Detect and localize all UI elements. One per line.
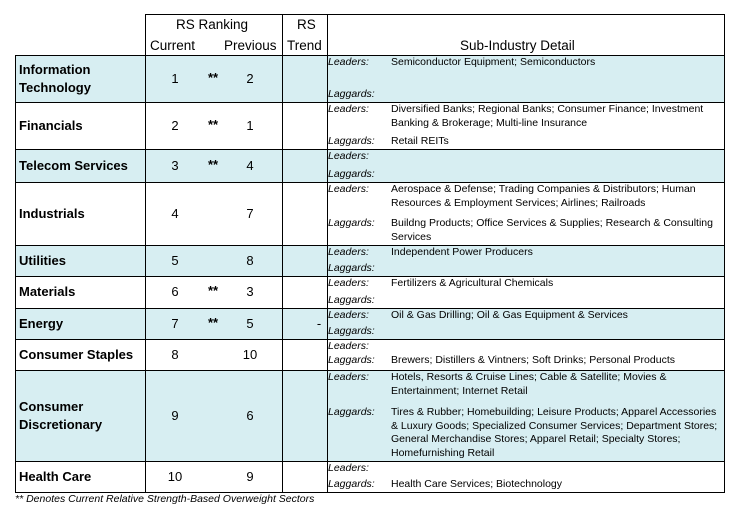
previous-rank: 7 [246,205,254,221]
laggards-label: Laggards: [328,353,375,366]
current-rank: 4 [171,205,179,221]
grid-line [282,14,283,492]
current-rank: 10 [167,468,183,484]
laggards-detail: Tires & Rubber; Homebuilding; Leisure Products; Apparel Accessories & Luxury Goods; Specialized Consumer Services; Department Stores; General Merchandise Stores; Apparel Retail; Specialty Stores; Homefurnishing Retail [391,406,718,459]
leaders-detail: Diversified Banks; Regional Banks; Consumer Finance; Investment Banking & Brokerage; Multi-line Insurance [391,103,704,129]
grid-line [15,276,725,277]
overweight-marker: ** [207,283,219,298]
grid-line [15,102,725,103]
grid-line [15,149,725,150]
header-rs-trend-line1: RS [297,17,316,32]
leaders-detail: Independent Power Producers [391,246,533,258]
table-row [15,339,724,370]
grid-line [145,14,725,15]
leaders-label: Leaders: [328,246,369,258]
laggards-label: Laggards: [328,217,375,229]
leaders-label: Leaders: [328,103,369,115]
sector-name: Information Technology [19,61,91,95]
laggards-detail: Health Care Services; Biotechnology [391,477,563,490]
overweight-marker: ** [207,156,219,172]
sector-name: Energy [19,315,64,331]
grid-line [145,14,146,492]
sector-name: Financials [19,117,83,133]
previous-rank: 8 [246,252,254,268]
grid-line [15,245,725,246]
sector-name: Health Care [19,468,92,484]
grid-line [15,492,725,493]
header-rs-ranking: RS Ranking [176,17,249,32]
leaders-detail: Semiconductor Equipment; Semiconductors [391,56,596,68]
current-rank: 3 [171,157,179,173]
grid-line [15,308,725,309]
grid-line [15,182,725,183]
current-rank: 9 [171,407,179,423]
rs-trend: - [316,315,322,331]
table-row [15,461,724,492]
overweight-marker: ** [207,69,219,85]
sector-name: Telecom Services [19,157,128,173]
sector-name: Industrials [19,205,85,221]
grid-line [15,370,725,371]
table-row [15,308,724,339]
previous-rank: 1 [246,117,254,133]
current-rank: 6 [171,284,179,299]
grid-line [724,14,725,492]
previous-rank: 10 [242,346,258,362]
leaders-label: Leaders: [328,462,369,474]
laggards-label: Laggards: [328,261,375,274]
laggards-detail: Buildng Products; Office Services & Supplies; Research & Consulting Services [391,217,713,243]
current-rank: 7 [171,315,179,331]
grid-line [327,14,328,492]
footnote: ** Denotes Current Relative Strength-Based Overweight Sectors [15,493,315,505]
table-row [15,102,724,149]
sector-name: Materials [19,284,76,299]
laggards-label: Laggards: [328,477,375,490]
overweight-marker: ** [207,116,219,132]
previous-rank: 3 [246,284,254,299]
table-row [15,370,724,461]
leaders-label: Leaders: [328,150,369,162]
current-rank: 5 [171,252,179,268]
leaders-detail: Aerospace & Defense; Trading Companies & Distributors; Human Resources & Employment Services; Airlines; Railroads [391,183,696,209]
header-sub-industry-detail: Sub-Industry Detail [460,38,575,53]
previous-rank: 4 [246,157,254,173]
leaders-detail: Oil & Gas Drilling; Oil & Gas Equipment & Services [391,309,628,321]
current-rank: 2 [171,117,179,133]
table-row [15,276,724,308]
laggards-label: Laggards: [328,87,375,100]
leaders-label: Leaders: [328,183,369,195]
laggards-detail: Retail REITs [391,134,449,147]
grid-line [15,55,725,56]
header-rs-trend-line2: Trend [287,38,322,53]
laggards-label: Laggards: [328,293,375,306]
overweight-marker: ** [207,314,219,330]
grid-line [15,55,16,492]
table-row [15,245,724,276]
laggards-detail: Brewers; Distillers & Vintners; Soft Drinks; Personal Products [391,353,675,366]
sector-name: Utilities [19,252,66,268]
grid-line [15,461,725,462]
current-rank: 1 [171,70,179,86]
leaders-label: Leaders: [328,340,369,352]
leaders-label: Leaders: [328,277,369,289]
laggards-label: Laggards: [328,167,375,180]
previous-rank: 6 [246,407,254,423]
previous-rank: 5 [246,315,254,331]
laggards-label: Laggards: [328,324,375,337]
leaders-detail: Fertilizers & Agricultural Chemicals [391,277,554,289]
table-row [15,55,724,102]
header-current: Current [150,38,196,53]
grid-line [15,339,725,340]
previous-rank: 9 [246,468,254,484]
leaders-label: Leaders: [328,309,369,321]
leaders-label: Leaders: [328,56,369,68]
header-previous: Previous [224,38,277,53]
laggards-label: Laggards: [328,134,375,147]
leaders-detail: Hotels, Resorts & Cruise Lines; Cable & Satellite; Movies & Entertainment; Internet Retail [391,371,667,397]
leaders-label: Leaders: [328,371,369,383]
laggards-label: Laggards: [328,406,375,418]
table-row [15,149,724,182]
sector-name: Consumer Staples [19,346,134,362]
current-rank: 8 [171,346,179,362]
sector-name: Consumer Discretionary [19,398,103,432]
table-row [15,182,724,245]
previous-rank: 2 [246,70,254,86]
